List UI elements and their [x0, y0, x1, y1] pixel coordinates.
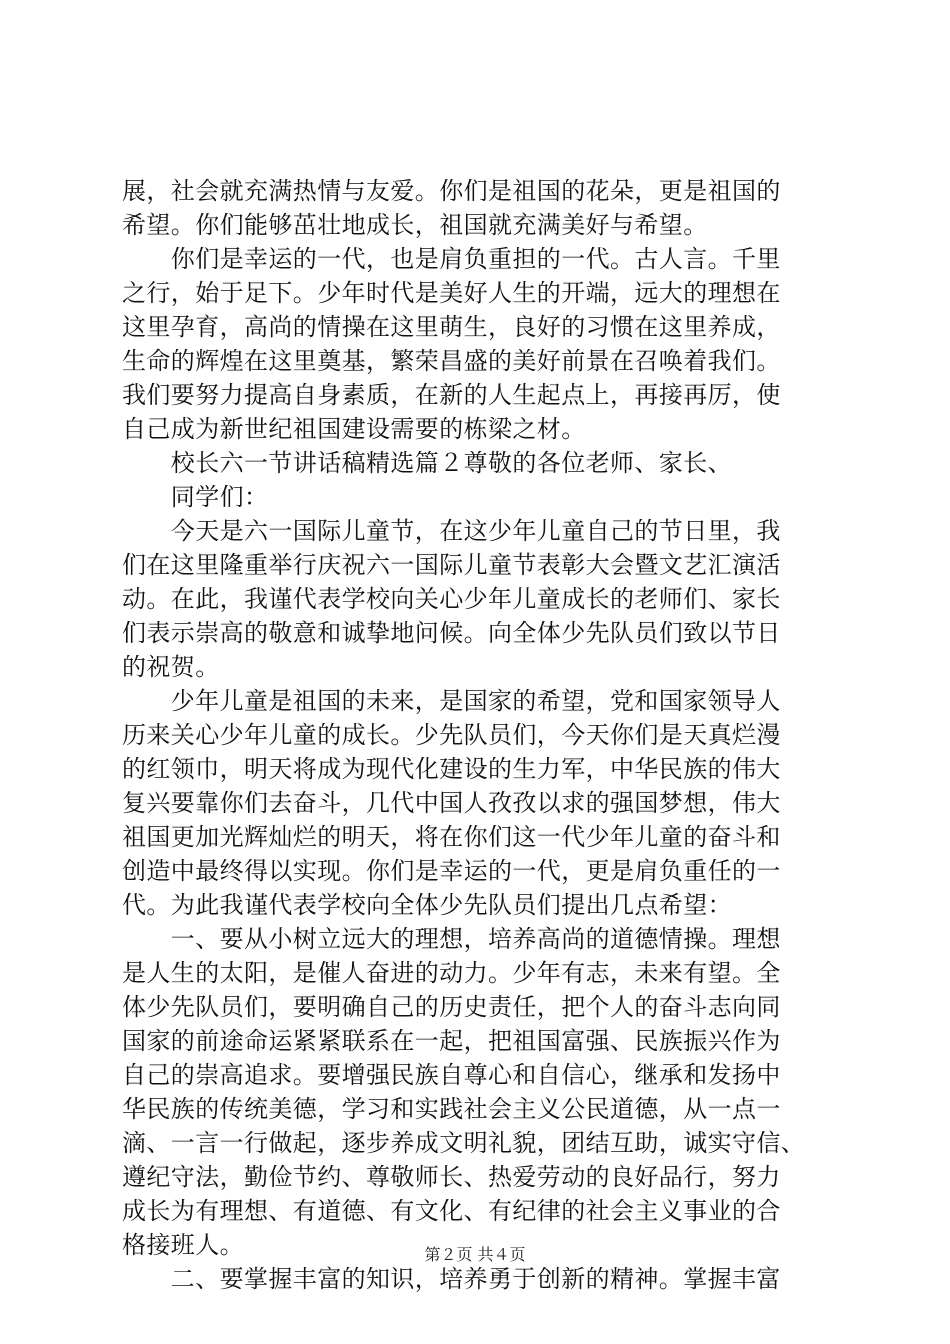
text-line: 同学们：	[122, 483, 269, 511]
text-line: 滴、一言一行做起，逐步养成文明礼貌，团结互助，诚实守信、	[122, 1129, 806, 1157]
text-line: 生命的辉煌在这里奠基，繁荣昌盛的美好前景在召唤着我们。	[122, 347, 781, 375]
text-line: 希望。你们能够茁壮地成长，祖国就充满美好与希望。	[122, 211, 708, 239]
text-line: 创造中最终得以实现。你们是幸运的一代，更是肩负重任的一	[122, 857, 781, 885]
text-line: 遵纪守法，勤俭节约、尊敬师长、热爱劳动的良好品行，努力	[122, 1163, 781, 1191]
text-line: 今天是六一国际儿童节，在这少年儿童自己的节日里，我	[122, 517, 781, 545]
document-body	[122, 174, 842, 1296]
text-line: 国家的前途命运紧紧联系在一起，把祖国富强、民族振兴作为	[122, 1027, 781, 1055]
text-line: 祖国更加光辉灿烂的明天，将在你们这一代少年儿童的奋斗和	[122, 823, 781, 851]
text-line: 华民族的传统美德，学习和实践社会主义公民道德，从一点一	[122, 1095, 781, 1123]
text-line: 的祝贺。	[122, 653, 220, 681]
text-line: 自己成为新世纪祖国建设需要的栋梁之材。	[122, 415, 586, 443]
text-line: 你们是幸运的一代，也是肩负重担的一代。古人言。千里	[122, 245, 781, 273]
text-line: 这里孕育，高尚的情操在这里萌生，良好的习惯在这里养成，	[122, 313, 781, 341]
text-line: 展，社会就充满热情与友爱。你们是祖国的花朵，更是祖国的	[122, 177, 781, 205]
text-line: 动。在此，我谨代表学校向关心少年儿童成长的老师们、家长	[122, 585, 781, 613]
text-line: 体少先队员们，要明确自己的历史责任，把个人的奋斗志向同	[122, 993, 781, 1021]
text-line: 二、要掌握丰富的知识，培养勇于创新的精神。掌握丰富	[122, 1265, 781, 1293]
text-line: 一、要从小树立远大的理想，培养高尚的道德情操。理想	[122, 925, 781, 953]
text-line: 们在这里隆重举行庆祝六一国际儿童节表彰大会暨文艺汇演活	[122, 551, 781, 579]
text-line: 代。为此我谨代表学校向全体少先队员们提出几点希望：	[122, 891, 732, 919]
text-line: 们表示崇高的敬意和诚挚地问候。向全体少先队员们致以节日	[122, 619, 781, 647]
text-line: 是人生的太阳，是催人奋进的动力。少年有志，未来有望。全	[122, 959, 781, 987]
text-line: 复兴要靠你们去奋斗，几代中国人孜孜以求的强国梦想，伟大	[122, 789, 781, 817]
text-line: 校长六一节讲话稿精选篇２尊敬的各位老师、家长、	[122, 449, 732, 477]
text-line: 自己的崇高追求。要增强民族自尊心和自信心，继承和发扬中	[122, 1061, 781, 1089]
text-line: 成长为有理想、有道德、有文化、有纪律的社会主义事业的合	[122, 1197, 781, 1225]
text-line: 的红领巾，明天将成为现代化建设的生力军，中华民族的伟大	[122, 755, 781, 783]
text-line: 之行，始于足下。少年时代是美好人生的开端，远大的理想在	[122, 279, 781, 307]
text-line: 少年儿童是祖国的未来，是国家的希望，党和国家领导人	[122, 687, 781, 715]
page-number-footer: 第２页 共４页	[424, 1245, 526, 1264]
text-line: 历来关心少年儿童的成长。少先队员们，今天你们是天真烂漫	[122, 721, 781, 749]
text-line: 我们要努力提高自身素质，在新的人生起点上，再接再厉，使	[122, 381, 781, 409]
text-line: 格接班人。	[122, 1231, 244, 1259]
